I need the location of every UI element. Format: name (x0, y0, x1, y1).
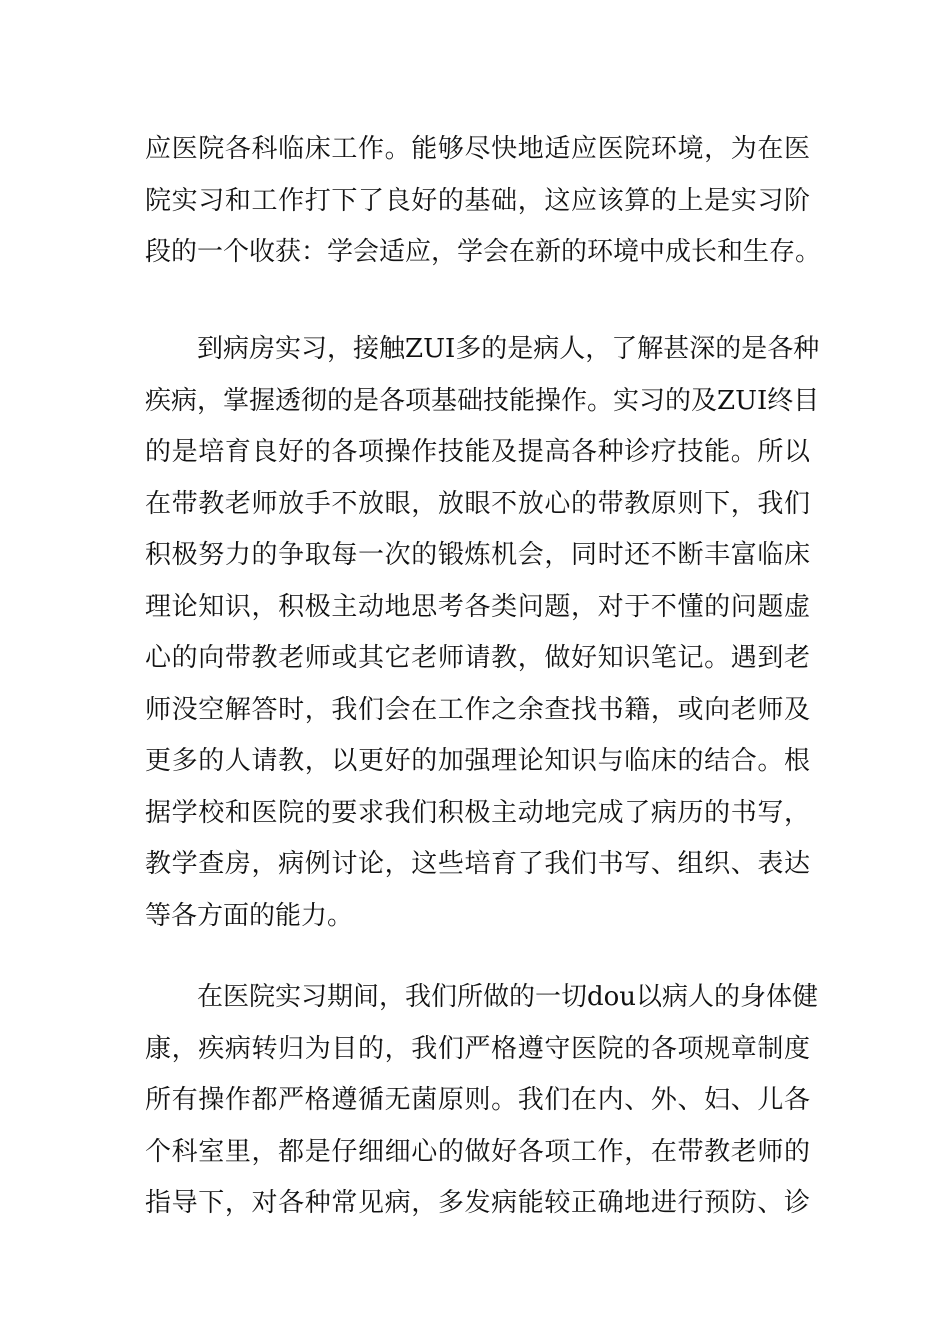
text-line: 积极努力的争取每一次的锻炼机会，同时还不断丰富临床 (145, 540, 810, 570)
paragraph-1 (145, 124, 822, 279)
text-line: 教学查房，病例讨论，这些培育了我们书写、组织、表达 (145, 849, 810, 879)
text-line: 应医院各科临床工作。能够尽快地适应医院环境，为在医 (145, 134, 810, 164)
text-line: 据学校和医院的要求我们积极主动地完成了病历的书写， (145, 797, 810, 828)
text-line: 个科室里，都是仔细细心的做好各项工作，在带教老师的 (145, 1136, 810, 1167)
paragraph-2 (145, 324, 820, 942)
text-line: 康，疾病转归为目的，我们严格遵守医院的各项规章制度 (145, 1033, 810, 1064)
text-line: 所有操作都严格遵循无菌原则。我们在内、外、妇、儿各 (145, 1085, 810, 1115)
text-line: 指导下，对各种常见病，多发病能较正确地进行预防、诊 (145, 1188, 810, 1218)
text-line: 在医院实习期间，我们所做的一切dou以病人的身体健 (197, 982, 819, 1012)
text-line: 更多的人请教，以更好的加强理论知识与临床的结合。根 (145, 746, 810, 776)
text-line: 等各方面的能力。 (145, 900, 354, 931)
text-line: 在带教老师放手不放眼，放眼不放心的带教原则下，我们 (145, 488, 810, 519)
text-line: 心的向带教老师或其它老师请教，做好知识笔记。遇到老 (145, 643, 810, 673)
text-line: 到病房实习，接触ZUI多的是病人，了解甚深的是各种 (197, 334, 820, 364)
text-line: 的是培育良好的各项操作技能及提高各种诊疗技能。所以 (145, 437, 810, 467)
text-line: 院实习和工作打下了良好的基础，这应该算的上是实习阶 (145, 185, 810, 216)
text-line: 段的一个收获：学会适应，学会在新的环境中成长和生存。 (145, 237, 822, 267)
text-line: 疾病，掌握透彻的是各项基础技能操作。实习的及ZUI终目 (145, 385, 820, 416)
paragraph-3 (145, 972, 819, 1230)
text-line: 师没空解答时，我们会在工作之余查找书籍，或向老师及 (145, 694, 810, 725)
text-line: 理论知识，积极主动地思考各类问题，对于不懂的问题虚 (145, 591, 810, 622)
